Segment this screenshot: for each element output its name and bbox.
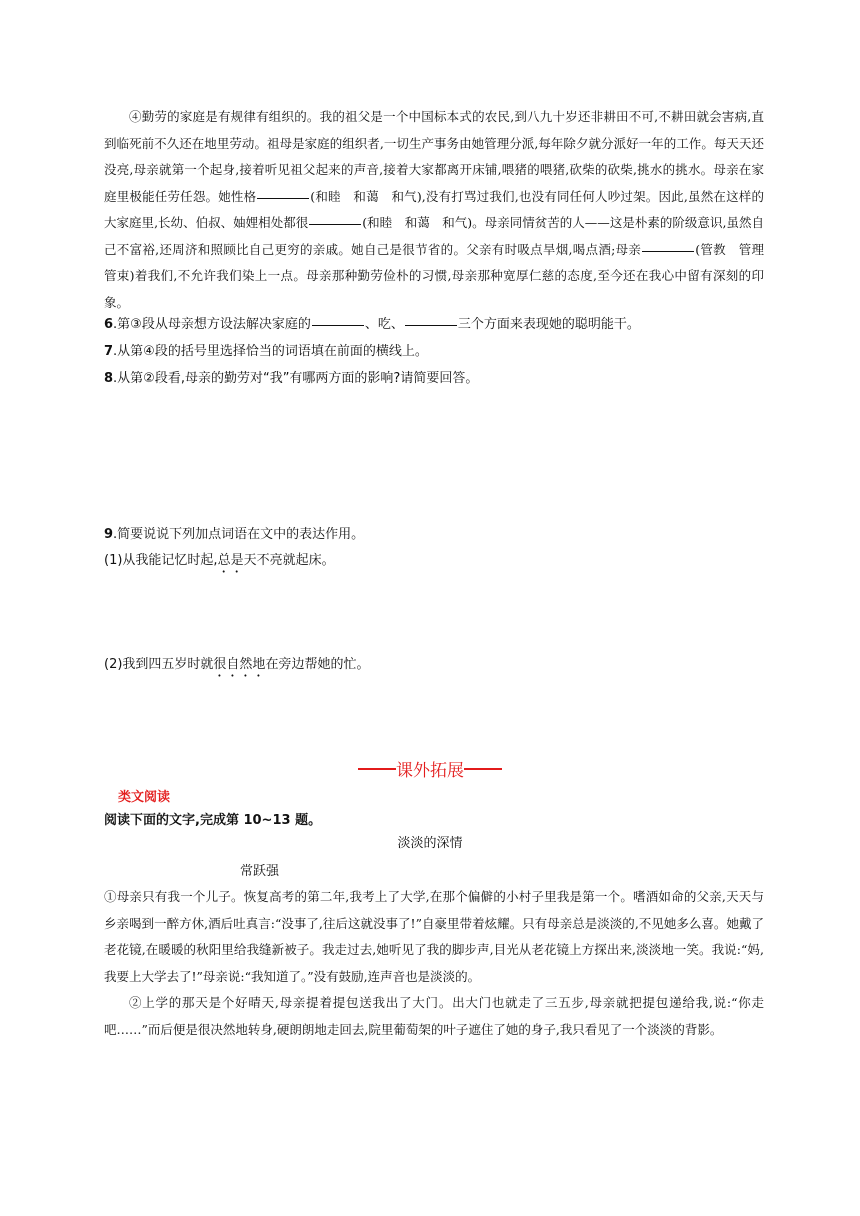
question-number: 9	[104, 527, 114, 542]
heading-rule-left	[358, 768, 396, 770]
answer-blank[interactable]	[309, 223, 361, 225]
question-text: (2)我到四五岁时就	[104, 657, 214, 672]
question-text: .简要说说下列加点词语在文中的表达作用。	[113, 527, 365, 542]
answer-blank[interactable]	[642, 250, 694, 252]
passage-text: ④勤劳的家庭是有规律有组织的。我的祖父是一个中国标本式的农民,到八九十岁还非耕田不可,不耕田就会害病,直到临死前不久还在地里劳动。祖母是家庭的组织者,一切生产事务由她管理分派,每年除夕就分派好一年的工作。每天天还没亮,母亲就第一个起身,接着听见祖父起来的声音,接着大家都离开床铺,喂猪的喂猪,砍柴的砍柴,挑水的挑水。母亲在家庭里极能任劳任怨。她性格	[104, 109, 764, 204]
passage-paragraph-4	[104, 104, 777, 316]
answer-blank[interactable]	[405, 324, 457, 326]
question-text: 、吃、	[364, 317, 404, 332]
passage-text: (管教 管理 管束)着我们,不允许我们染上一点。母亲那种勤劳俭朴的习惯,母亲那种宽厚仁慈的态度,至今还在我心中留有深刻的印象。	[104, 241, 777, 310]
question-text: (1)从我能记忆时起,	[104, 553, 218, 568]
article-paragraph-1: ①母亲只有我一个儿子。恢复高考的第二年,我考上了大学,在那个偏僻的小村子里我是第一个。嗜酒如命的父亲,天天与乡亲喝到一醉方休,酒后吐真言:“没事了,往后这就没事了!”自豪里带着炫耀。只有母亲总是淡淡的,不见她多么喜。她戴了老花镜,在暖暖的秋阳里给我缝新被子。我走过去,她听见了我的脚步声,目光从老花镜上方探出来,淡淡地一笑。我说:“妈,我要上大学去了!”母亲说:“我知道了。”没有鼓励,连声音也是淡淡的。	[104, 889, 764, 984]
question-number: 8	[104, 371, 114, 386]
question-text: .从第④段的括号里选择恰当的词语填在前面的横线上。	[113, 344, 428, 359]
question-7	[104, 339, 764, 365]
question-number: 7	[104, 344, 114, 359]
instruction: 阅读下面的文字,完成第 10~13 题。	[104, 813, 322, 828]
question-text: 三个方面来表现她的聪明能干。	[457, 317, 640, 332]
question-9-2	[104, 652, 764, 680]
section-heading	[0, 756, 860, 781]
question-9	[104, 522, 764, 548]
question-9-1	[104, 548, 764, 576]
question-number: 6	[104, 317, 114, 332]
article-paragraph-2: ②上学的那天是个好晴天,母亲提着提包送我出了大门。出大门也就走了三五步,母亲就把提包递给我,说:“你走吧……”而后便是很决然地转身,硬朗朗地走回去,院里葡萄架的叶子遮住了她的身子,我只看见了一个淡淡的背影。	[104, 995, 764, 1037]
heading-rule-right	[464, 768, 502, 770]
article-author: 常跃强	[240, 864, 280, 879]
question-8	[104, 366, 764, 392]
dotted-word: 很自然地	[213, 657, 266, 672]
passage-text: (和睦 和蔼 和气)。母亲同情贫苦的人——这是朴素的阶级意识,虽然自己不富裕,还周济和照顾比自己更穷的亲戚。她自己是很节省的。父亲有时吸点旱烟,喝点酒;母亲	[104, 215, 764, 257]
answer-blank[interactable]	[312, 324, 364, 326]
question-text: .第③段从母亲想方设法解决家庭的	[113, 317, 311, 332]
question-text: 在旁边帮她的忙。	[265, 657, 370, 672]
answer-blank[interactable]	[257, 197, 309, 199]
question-text: .从第②段看,母亲的勤劳对“我”有哪两方面的影响?请简要回答。	[113, 371, 479, 386]
question-6	[104, 312, 764, 338]
article-title: 淡淡的深情	[397, 836, 463, 851]
dotted-word: 总是	[217, 553, 244, 568]
section-title: 课外拓展	[396, 761, 464, 781]
category-tag: 类文阅读	[118, 790, 171, 805]
passage-text: (和睦 和蔼 和气),没有打骂过我们,也没有同任何人吵过架。因此,虽然在这样的大家庭里,长幼、伯叔、妯娌相处都很	[104, 188, 764, 230]
question-text: 天不亮就起床。	[243, 553, 335, 568]
